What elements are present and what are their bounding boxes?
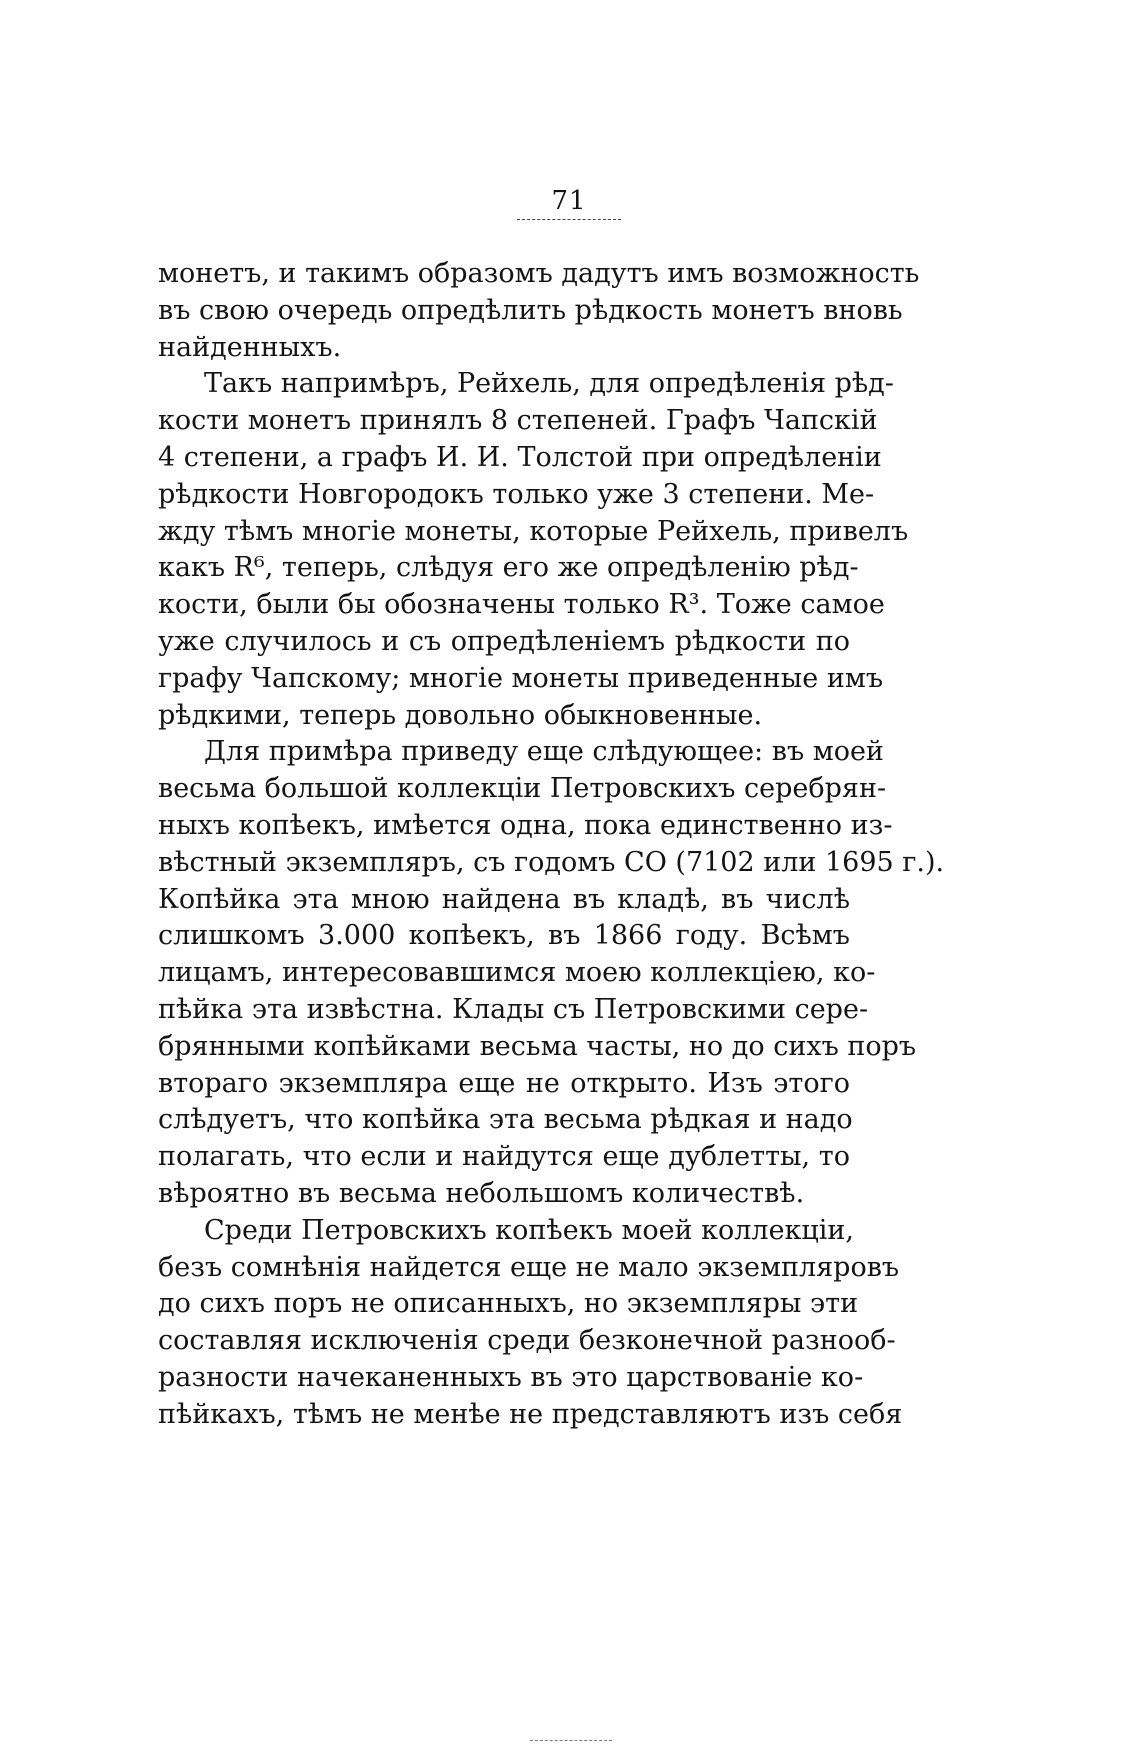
text-line: вѣроятно въ весьма небольшомъ количествѣ. [158,1177,805,1209]
text-line: безъ сомнѣнія найдется еще не мало экземпляровъ [158,1251,900,1283]
text-line: составляя исключенія среди безконечной разнооб- [158,1325,896,1357]
text-line: слишкомъ 3.000 копѣекъ, въ 1866 году. Всѣмъ [158,920,850,952]
paragraph [158,734,945,1212]
text-line: 4 степени, а графъ И. И. Толстой при опредѣленіи [158,441,882,473]
text-line: разности начеканенныхъ въ это царствованіе ко- [158,1361,864,1393]
text-line: полагать, что если и найдутся еще дублетты, то [158,1141,850,1173]
text-line: жду тѣмъ многіе монеты, которые Рейхель, привелъ [158,515,909,547]
text-line: пѣйкахъ, тѣмъ не менѣе не представляютъ изъ себя [158,1398,903,1430]
paragraph [158,366,909,734]
footer-rule [530,1740,612,1741]
text-line: рѣдкости Новгородокъ только уже 3 степени. Ме- [158,478,875,510]
paragraph [158,256,920,366]
text-line: пѣйка эта извѣстна. Клады съ Петровскими сере- [158,993,869,1025]
text-line: какъ R⁶, теперь, слѣдуя его же опредѣленію рѣд- [158,552,859,584]
text-line: монетъ, и такимъ образомъ дадутъ имъ возможность [158,258,920,289]
text-line: ныхъ копѣекъ, имѣется одна, пока единственно из- [158,809,893,841]
paragraph [158,1213,903,1434]
text-line: вѣстный экземпляръ, съ годомъ СО (7102 или 1695 г.). [158,846,945,878]
body-text [158,256,945,1434]
text-line: слѣдуетъ, что копѣйка эта весьма рѣдкая и надо [158,1104,853,1136]
text-line: Копѣйка эта мною найдена въ кладѣ, въ числѣ [158,883,850,915]
text-line: Среди Петровскихъ копѣекъ моей коллекціи, [204,1214,855,1246]
text-line: лицамъ, интересовавшимся моею коллекціею, ко- [158,957,876,989]
text-line: до сихъ поръ не описанныхъ, но экземпляры эти [158,1288,859,1320]
text-line: рѣдкими, теперь довольно обыкновенные. [158,699,763,731]
text-line: Такъ напримѣръ, Рейхель, для опредѣленія рѣд- [204,368,894,400]
text-line: кости монетъ принялъ 8 степеней. Графъ Чапскій [158,405,878,437]
text-line: кости, были бы обозначены только R³. Тоже самое [158,589,885,621]
text-line: весьма большой коллекціи Петровскихъ серебрян- [158,773,887,805]
page-number: 71 [517,186,620,220]
text-line: найденныхъ. [158,331,342,363]
text-line: Для примѣра приведу еще слѣдующее: въ моей [204,736,884,768]
text-line: въ свою очередь опредѣлить рѣдкость монетъ вновь [158,294,903,326]
text-line: графу Чапскому; многіе монеты приведенные имъ [158,662,884,694]
text-line: уже случилось и съ опредѣленіемъ рѣдкости по [158,625,850,657]
page-header [0,186,1140,220]
text-line: брянными копѣйками весьма часты, но до сихъ поръ [158,1030,917,1062]
text-line: втораго экземпляра еще не открыто. Изъ этого [158,1067,850,1099]
